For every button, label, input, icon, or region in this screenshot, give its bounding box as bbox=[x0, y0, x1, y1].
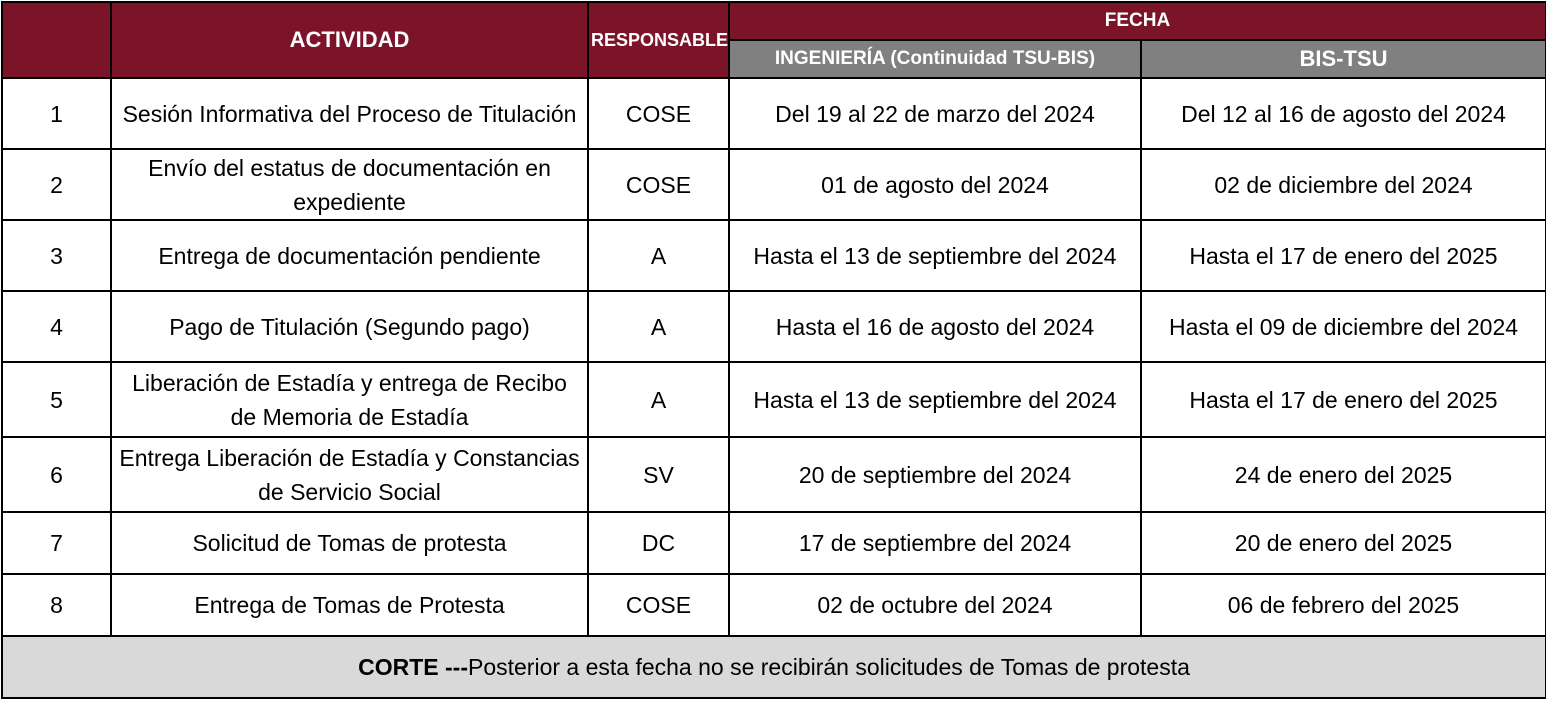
row-fecha-ingenieria: Hasta el 16 de agosto del 2024 bbox=[729, 291, 1141, 362]
row-actividad: Solicitud de Tomas de protesta bbox=[111, 512, 588, 574]
table-header bbox=[2, 2, 1546, 78]
row-fecha-bis-tsu: 24 de enero del 2025 bbox=[1141, 437, 1546, 512]
row-number: 5 bbox=[2, 362, 111, 437]
footer-bold: CORTE --- bbox=[358, 654, 468, 680]
row-actividad: Sesión Informativa del Proceso de Titulación bbox=[111, 78, 588, 149]
row-fecha-ingenieria: 20 de septiembre del 2024 bbox=[729, 437, 1141, 512]
footer-row bbox=[2, 636, 1546, 698]
row-fecha-bis-tsu: Hasta el 17 de enero del 2025 bbox=[1141, 220, 1546, 291]
header-ingenieria: INGENIERÍA (Continuidad TSU-BIS) bbox=[729, 40, 1141, 78]
row-fecha-bis-tsu: 02 de diciembre del 2024 bbox=[1141, 149, 1546, 220]
row-fecha-bis-tsu: 06 de febrero del 2025 bbox=[1141, 574, 1546, 636]
header-responsable: RESPONSABLE bbox=[588, 2, 729, 78]
table-row bbox=[2, 574, 1546, 636]
row-responsable: COSE bbox=[588, 149, 729, 220]
table-row bbox=[2, 362, 1546, 437]
schedule-table bbox=[1, 1, 1546, 699]
row-responsable: COSE bbox=[588, 574, 729, 636]
row-responsable: DC bbox=[588, 512, 729, 574]
row-number: 4 bbox=[2, 291, 111, 362]
row-responsable: A bbox=[588, 220, 729, 291]
table-row bbox=[2, 291, 1546, 362]
row-fecha-ingenieria: 17 de septiembre del 2024 bbox=[729, 512, 1141, 574]
row-fecha-ingenieria: Hasta el 13 de septiembre del 2024 bbox=[729, 220, 1141, 291]
row-responsable: A bbox=[588, 362, 729, 437]
row-fecha-bis-tsu: Hasta el 09 de diciembre del 2024 bbox=[1141, 291, 1546, 362]
footer-text: Posterior a esta fecha no se recibirán solicitudes de Tomas de protesta bbox=[467, 654, 1190, 680]
table-row bbox=[2, 437, 1546, 512]
footer-note bbox=[2, 636, 1546, 698]
row-actividad: Entrega de Tomas de Protesta bbox=[111, 574, 588, 636]
row-actividad: Entrega de documentación pendiente bbox=[111, 220, 588, 291]
row-fecha-ingenieria: 02 de octubre del 2024 bbox=[729, 574, 1141, 636]
row-fecha-ingenieria: Del 19 al 22 de marzo del 2024 bbox=[729, 78, 1141, 149]
table-row bbox=[2, 220, 1546, 291]
row-number: 2 bbox=[2, 149, 111, 220]
row-responsable: A bbox=[588, 291, 729, 362]
row-actividad: Liberación de Estadía y entrega de Recibo de Memoria de Estadía bbox=[111, 362, 588, 437]
header-number bbox=[2, 2, 111, 78]
row-number: 3 bbox=[2, 220, 111, 291]
row-fecha-bis-tsu: 20 de enero del 2025 bbox=[1141, 512, 1546, 574]
row-fecha-bis-tsu: Hasta el 17 de enero del 2025 bbox=[1141, 362, 1546, 437]
row-actividad: Envío del estatus de documentación en expediente bbox=[111, 149, 588, 220]
table-row bbox=[2, 149, 1546, 220]
row-actividad: Pago de Titulación (Segundo pago) bbox=[111, 291, 588, 362]
header-fecha: FECHA bbox=[729, 2, 1546, 40]
header-bis-tsu: BIS-TSU bbox=[1141, 40, 1546, 78]
row-responsable: COSE bbox=[588, 78, 729, 149]
row-fecha-ingenieria: 01 de agosto del 2024 bbox=[729, 149, 1141, 220]
header-actividad: ACTIVIDAD bbox=[111, 2, 588, 78]
row-number: 1 bbox=[2, 78, 111, 149]
row-number: 8 bbox=[2, 574, 111, 636]
row-fecha-bis-tsu: Del 12 al 16 de agosto del 2024 bbox=[1141, 78, 1546, 149]
table-row bbox=[2, 512, 1546, 574]
row-fecha-ingenieria: Hasta el 13 de septiembre del 2024 bbox=[729, 362, 1141, 437]
row-number: 7 bbox=[2, 512, 111, 574]
row-number: 6 bbox=[2, 437, 111, 512]
row-responsable: SV bbox=[588, 437, 729, 512]
row-actividad: Entrega Liberación de Estadía y Constancias de Servicio Social bbox=[111, 437, 588, 512]
table-row bbox=[2, 78, 1546, 149]
table-body bbox=[2, 78, 1546, 698]
